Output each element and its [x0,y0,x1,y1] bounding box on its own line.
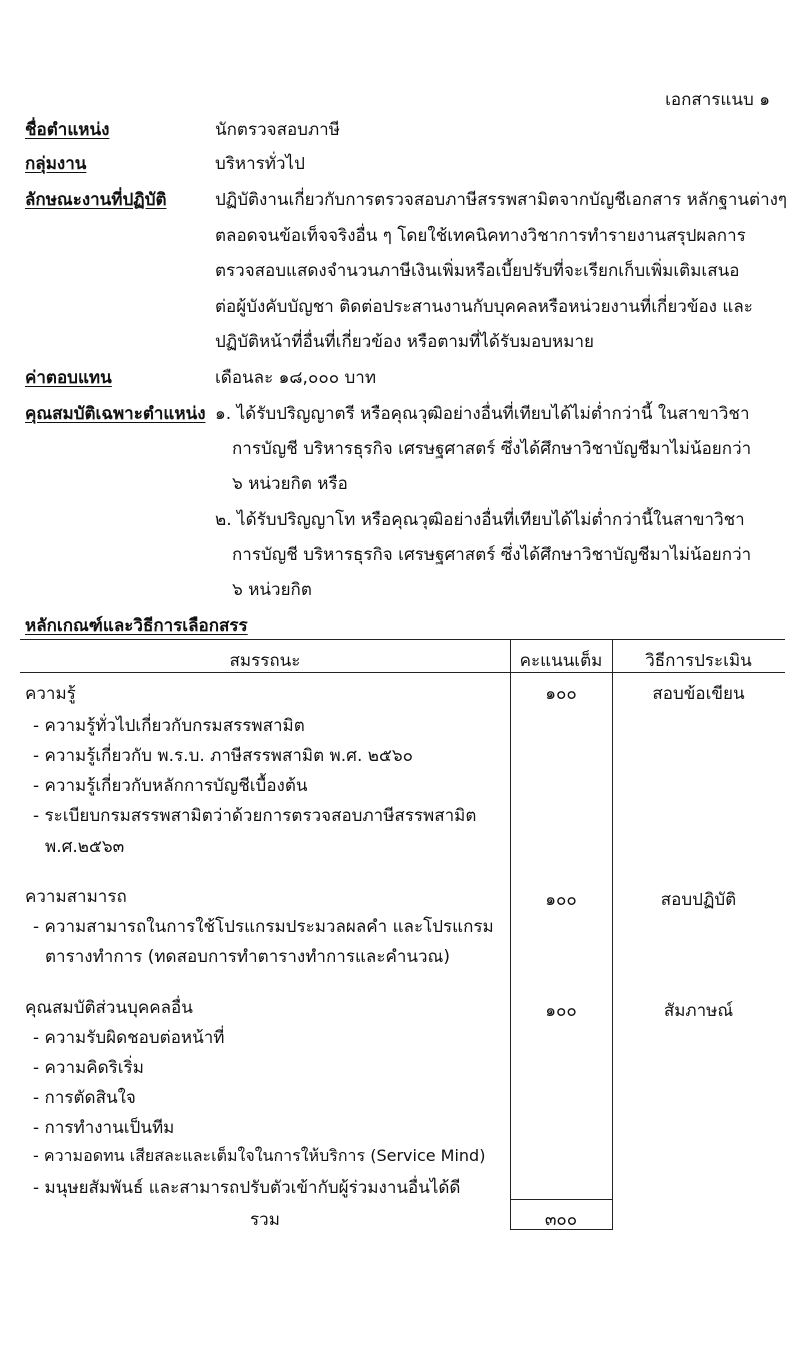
section-item: - ระเบียบกรมสรรพสามิตว่าด้วยการตรวจสอบภาษีสรรพสามิต [33,806,477,826]
section-score: ๑๐๐ [545,1001,577,1021]
qualification-line: ๑. ได้รับปริญญาตรี หรือคุณวุฒิอย่างอื่นที่เทียบได้ไม่ต่ำกว่านี้ ในสาขาวิชา [215,404,750,424]
section-item: ตารางทำการ (ทดสอบการทำตารางทำการและคำนวณ) [45,947,450,967]
qualification-line: การบัญชี บริหารธุรกิจ เศรษฐศาสตร์ ซึ่งได้ศึกษาวิชาบัญชีมาไม่น้อยกว่า [232,439,752,459]
section-item: พ.ศ.๒๕๖๓ [45,837,125,857]
section-method: สอบข้อเขียน [652,684,745,704]
section-score: ๑๐๐ [545,684,577,704]
duties-line: ตลอดจนข้อเท็จจริงอื่น ๆ โดยใช้เทคนิคทางวิชาการทำรายงานสรุปผลการ [215,226,746,246]
group-label: กลุ่มงาน [25,154,87,174]
section-item: - ความรู้เกี่ยวกับ พ.ร.บ. ภาษีสรรพสามิต พ.ศ. ๒๕๖๐ [33,746,414,766]
qualification-line: ๖ หน่วยกิต หรือ [232,474,348,494]
score-column-right-border [612,639,613,1230]
section-method: สัมภาษณ์ [663,1001,734,1021]
duties-line: ตรวจสอบแสดงจำนวนภาษีเงินเพิ่มหรือเบี้ยปรับที่จะเรียกเก็บเพิ่มเติมเสนอ [215,261,740,281]
duties-line: ต่อผู้บังคับบัญชา ติดต่อประสานงานกับบุคคลหรือหน่วยงานที่เกี่ยวข้อง และ [215,297,753,317]
attachment-label: เอกสารแนบ ๑ [665,90,770,110]
qualification-line: การบัญชี บริหารธุรกิจ เศรษฐศาสตร์ ซึ่งได้ศึกษาวิชาบัญชีมาไม่น้อยกว่า [232,545,752,565]
compensation-value: เดือนละ ๑๘,๐๐๐ บาท [215,368,377,388]
qualification-line: ๒. ได้รับปริญญาโท หรือคุณวุฒิอย่างอื่นที่เทียบได้ไม่ต่ำกว่านี้ในสาขาวิชา [215,510,745,530]
column-header-competency: สมรรถนะ [229,651,301,671]
total-label: รวม [250,1210,280,1230]
section-item: - ความรู้ทั่วไปเกี่ยวกับกรมสรรพสามิต [33,716,305,736]
section-method: สอบปฏิบัติ [660,890,737,910]
table-top-border [20,639,785,640]
total-value: ๓๐๐ [544,1210,578,1230]
section-item: - ความอดทน เสียสละและเต็มใจในการให้บริการ (Service Mind) [33,1146,486,1165]
section-item: - การตัดสินใจ [33,1088,136,1108]
score-column-left-border [510,639,511,1230]
duties-line: ปฏิบัติงานเกี่ยวกับการตรวจสอบภาษีสรรพสามิตจากบัญชีเอกสาร หลักฐานต่างๆ [215,190,788,210]
qualifications-label: คุณสมบัติเฉพาะตำแหน่ง [25,404,206,424]
qualification-line: ๖ หน่วยกิต [232,580,312,600]
section-item: - ความรับผิดชอบต่อหน้าที่ [33,1028,225,1048]
section-title: ความรู้ [25,684,76,704]
section-item: - ความคิดริเริ่ม [33,1058,144,1078]
column-header-method: วิธีการประเมิน [645,651,752,671]
section-title: คุณสมบัติส่วนบุคคลอื่น [25,998,193,1018]
section-title: ความสามารถ [25,887,127,907]
section-score: ๑๐๐ [545,890,577,910]
section-item: - ความสามารถในการใช้โปรแกรมประมวลผลคำ และโปรแกรม [33,917,494,937]
duties-label: ลักษณะงานที่ปฏิบัติ [25,190,167,210]
criteria-heading: หลักเกณฑ์และวิธีการเลือกสรร [25,616,248,636]
section-item: - การทำงานเป็นทีม [33,1118,175,1138]
section-item: - ความรู้เกี่ยวกับหลักการบัญชีเบื้องต้น [33,776,308,796]
total-top-border [510,1199,613,1200]
group-value: บริหารทั่วไป [215,154,305,174]
section-item: - มนุษยสัมพันธ์ และสามารถปรับตัวเข้ากับผู้ร่วมงานอื่นได้ดี [33,1178,461,1198]
position-value: นักตรวจสอบภาษี [215,120,340,140]
position-label: ชื่อตำแหน่ง [25,120,110,140]
duties-line: ปฏิบัติหน้าที่อื่นที่เกี่ยวข้อง หรือตามที่ได้รับมอบหมาย [215,332,594,352]
compensation-label: ค่าตอบแทน [25,368,112,388]
column-header-full-score: คะแนนเต็ม [519,651,603,671]
